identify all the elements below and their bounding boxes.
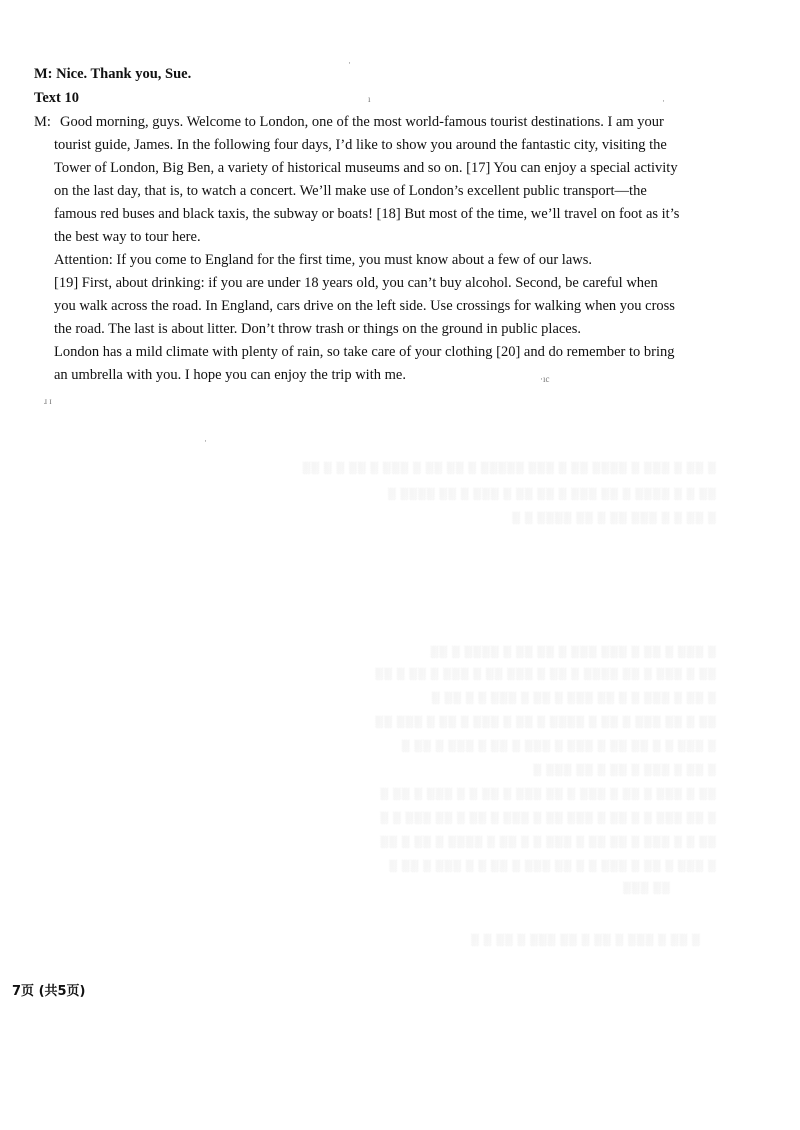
text-line: [19] First, about drinking: if you are under 18 years old, you can’t buy alcohol. Second, be careful when bbox=[54, 275, 658, 291]
dialogue-end-line: M: Nice. Thank you, Sue. bbox=[34, 66, 192, 82]
bleed-through-texture: ░░ ░ ░ ░░░░ ░ ░░ ░░░ ░ ░░ ░░ ░ ░░░ ░ ░░ ░░░░ ░ bbox=[387, 488, 716, 500]
bleed-through-texture: ░ ░░░ ░ ░░ ░ ░░░ ░ ░ ░░ ░░░ ░ ░░ ░ ░ ░░░ ░ ░░ ░ bbox=[388, 860, 716, 872]
section-title: Text 10 bbox=[34, 90, 79, 106]
bleed-through-texture: ░░ ░ ░ ░░░ ░ ░░ ░░ ░ ░░░ ░ ░ ░░ ░ ░░░░ ░ ░░ ░ ░░ bbox=[379, 836, 716, 848]
bleed-through-texture: ░░ ░ ░░░ ░ ░░ ░ ░░░ ░ ░░ ░░░ ░ ░░ ░ ░ ░░░ ░ ░░ ░ bbox=[379, 788, 716, 800]
text-line: on the last day, that is, to watch a concert. We’ll make use of London’s excellent public transport—the bbox=[54, 183, 647, 199]
scan-speck: ·ıc bbox=[540, 374, 550, 384]
bleed-through-texture: ░ ░░ ░ ░░░ ░ ░░ ░ ░░ ░░░ ░ bbox=[532, 764, 716, 776]
bleed-through-texture: ░ ░░ ░ ░ ░░░ ░░ ░ ░░ ░░░░ ░ ░ bbox=[511, 512, 716, 524]
bleed-through-texture: ░░ ░░░ bbox=[622, 882, 670, 894]
bleed-through-texture: ░ ░░ ░░░ ░ ░ ░░ ░ ░░░ ░░ ░ ░░░ ░ ░░ ░ ░░ ░░░ ░ ░ bbox=[379, 812, 716, 824]
text-line: famous red buses and black taxis, the subway or boats! [18] But most of the time, we’ll travel on foot as it’s bbox=[54, 206, 680, 222]
text-line: the road. The last is about litter. Don’t throw trash or things on the ground in public places. bbox=[54, 321, 582, 337]
speaker-label: M: bbox=[34, 114, 51, 130]
bleed-through-texture: ░ ░░ ░ ░░░ ░ ░░ ░ ░░ ░░░ ░ ░░ ░ ░ bbox=[470, 934, 700, 946]
text-line: Attention: If you come to England for the first time, you must know about a few of our laws. bbox=[54, 252, 593, 268]
bleed-through-texture: ░ ░░░ ░ ░ ░░ ░░ ░ ░░░ ░ ░░░ ░ ░░ ░ ░░░ ░ ░░ ░ bbox=[400, 740, 716, 752]
scan-speck: ı bbox=[368, 94, 371, 104]
scan-speck: · bbox=[348, 58, 351, 68]
text-line: tourist guide, James. In the following four days, I’d like to show you around the fantastic city, visiting the bbox=[54, 137, 667, 153]
bleed-through-texture: ░░ ░ ░░░ ░ ░░ ░░░░ ░ ░░ ░ ░░░ ░░ ░ ░░░ ░ ░░ ░ ░░ bbox=[374, 668, 716, 680]
scan-speck: ɹ ɪ bbox=[44, 396, 52, 406]
text-line: the best way to tour here. bbox=[54, 229, 201, 245]
bleed-through-texture: ░░ ░ ░░ ░░░ ░ ░░ ░ ░░░░ ░ ░░ ░ ░░░ ░ ░░ ░ ░░░ ░░ bbox=[374, 716, 716, 728]
scan-speck: · bbox=[204, 436, 207, 446]
bleed-through-texture: ░ ░░ ░ ░░░ ░ ░░░░ ░░ ░ ░░░ ░░░░░ ░ ░░ ░░ ░ ░░░ ░ ░░ ░ ░ ░░ bbox=[301, 462, 716, 474]
text-line: you walk across the road. In England, cars drive on the left side. Use crossings for walking when you cross bbox=[54, 298, 675, 314]
text-line: Good morning, guys. Welcome to London, one of the most world-famous tourist destinations. I am your bbox=[60, 114, 664, 130]
bleed-through-texture: ░ ░░░ ░ ░░ ░ ░░░ ░░░ ░ ░░ ░░ ░ ░░░░ ░ ░░ bbox=[429, 646, 716, 658]
scan-speck: · bbox=[662, 96, 665, 106]
text-line: Tower of London, Big Ben, a variety of historical museums and so on. [17] You can enjoy a special activity bbox=[54, 160, 678, 176]
bleed-through-texture: ░ ░░ ░ ░░░ ░ ░ ░░ ░░░ ░ ░░ ░ ░░░ ░ ░ ░░ ░ bbox=[431, 692, 716, 704]
text-line: London has a mild climate with plenty of rain, so take care of your clothing [20] and do remember to bring bbox=[54, 344, 675, 360]
text-line: an umbrella with you. I hope you can enjoy the trip with me. bbox=[54, 367, 406, 383]
page-footer: 7页 (共5页) bbox=[12, 984, 86, 999]
